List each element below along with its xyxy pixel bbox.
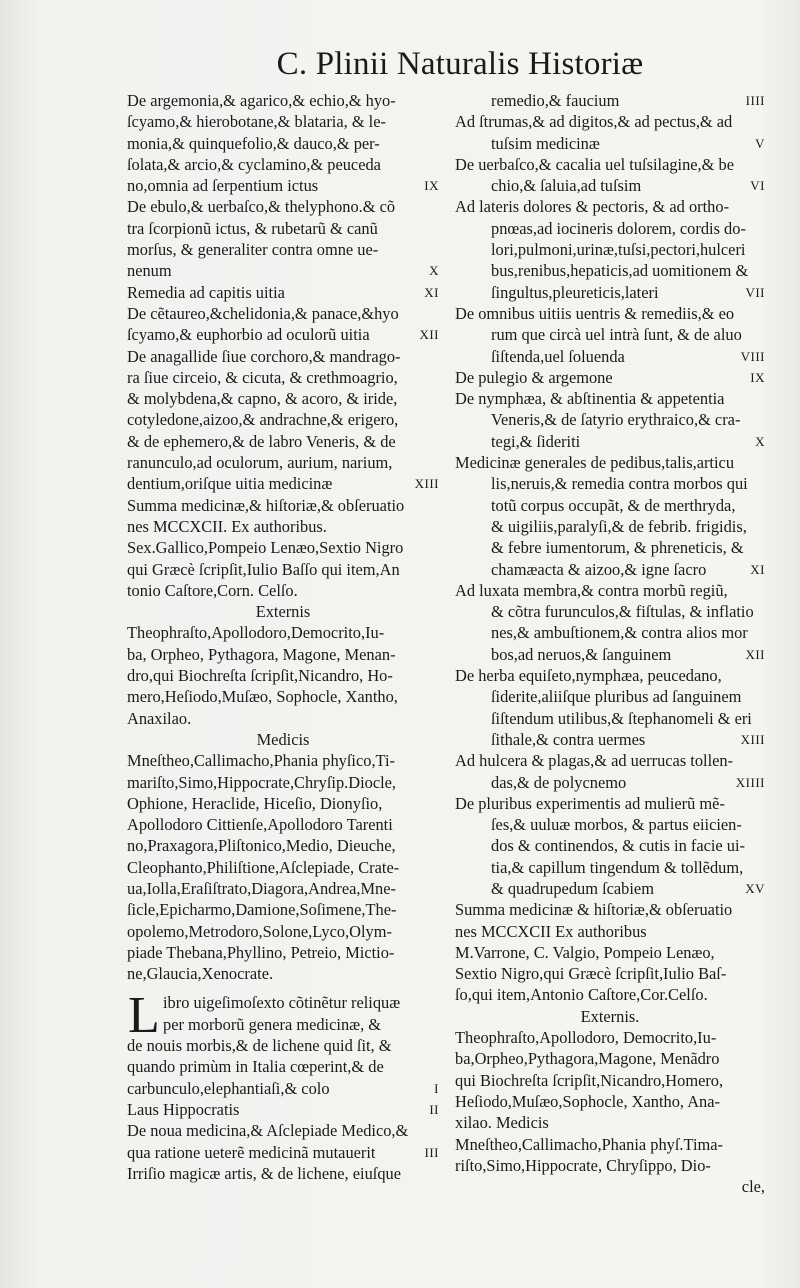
line-text: piade Thebana,Phyllino, Petreio, Mictio-: [127, 942, 395, 962]
line-text: ſo,qui item,Antonio Caſtore,Cor.Celſo.: [455, 985, 708, 1005]
text-line: [127, 452, 439, 473]
line-text: Sex.Gallico,Pompeio Lenæo,Sextio Nigro: [127, 538, 404, 558]
line-text: ſolata,& arcio,& cyclamino,& peuceda: [127, 154, 381, 174]
left-column: [127, 90, 439, 1184]
chapter-number: X: [429, 263, 439, 279]
line-text: lis,neruis,& remedia contra morbos qui: [491, 474, 748, 494]
text-line: [455, 324, 765, 345]
section-heading: Externis.: [580, 1006, 640, 1026]
line-text: De ebulo,& uerbaſco,& thelyphono.& cõ: [127, 197, 396, 217]
text-line: [127, 686, 439, 707]
right-column: [455, 90, 765, 1197]
chapter-number: VI: [750, 178, 765, 194]
line-text: ſcyamo,& euphorbio ad oculorũ uitia: [127, 325, 370, 345]
text-line: [127, 431, 439, 452]
text-line: [127, 90, 439, 111]
line-text: das,& de polycnemo: [491, 772, 627, 792]
text-line: [127, 580, 439, 601]
chapter-number: X: [755, 433, 765, 449]
chapter-number: XI: [750, 561, 765, 577]
line-text: Summa medicinæ,& hiſtoriæ,& obſeruatio: [127, 495, 405, 515]
text-line: [127, 324, 439, 345]
line-text: monia,& quinquefolio,& dauco,& per-: [127, 133, 380, 153]
text-line: [455, 90, 765, 111]
text-line: [455, 665, 765, 686]
text-line: [455, 111, 765, 132]
line-text: tonio Caſtore,Corn. Celſo.: [127, 580, 298, 600]
text-line: [127, 878, 439, 899]
chapter-number: XIIII: [735, 774, 765, 790]
line-text: & cõtra furunculos,& fiſtulas, & inflatio: [491, 602, 754, 622]
text-line: [455, 260, 765, 281]
text-line: [455, 1134, 765, 1155]
text-line: [127, 196, 439, 217]
line-text: De noua medicina,& Aſclepiade Medico,&: [127, 1121, 409, 1141]
line-text: ſcyamo,& hierobotane,& blataria, & le-: [127, 112, 386, 132]
line-text: Theophraſto,Apollodoro, Democrito,Iu-: [455, 1028, 717, 1048]
line-text: Mneſtheo,Callimacho,Phania phyſ.Tima-: [455, 1134, 723, 1154]
line-text: ſiſtendum utilibus,& ſtephanomeli & eri: [491, 708, 752, 728]
line-text: mero,Heſiodo,Muſæo, Sophocle, Xantho,: [127, 687, 398, 707]
chapter-number: XV: [745, 880, 765, 896]
text-line: [455, 559, 765, 580]
text-line: [455, 1155, 765, 1176]
text-line: [127, 793, 439, 814]
text-line: [455, 921, 765, 942]
text-line: [127, 1099, 439, 1120]
text-line: [455, 772, 765, 793]
text-line: [127, 111, 439, 132]
line-text: & uigiliis,paralyſi,& de febrib. frigidis,: [491, 516, 747, 536]
text-line: de nouis morbis,& de lichene quid ſit, &: [127, 1036, 392, 1056]
line-text: mariſto,Simo,Hippocrate,Chryſip.Diocle,: [127, 772, 397, 792]
book-intro-paragraph: [127, 987, 439, 1077]
text-line: [455, 580, 765, 601]
text-line: [455, 899, 765, 920]
line-text: qua ratione ueterẽ medicinã mutauerit: [127, 1142, 376, 1162]
line-text: chamæacta & aizoo,& igne ſacro: [491, 559, 707, 579]
line-text: carbunculo,elephantiaſi,& colo: [127, 1078, 330, 1098]
text-line: [455, 1091, 765, 1112]
line-text: bus,renibus,hepaticis,ad uomitionem &: [491, 261, 749, 281]
text-line: [455, 750, 765, 771]
chapter-number: XI: [424, 284, 439, 300]
line-text: qui Biochreſta ſcripſit,Nicandro,Homero,: [455, 1070, 724, 1090]
line-text: Theophraſto,Apollodoro,Democrito,Iu-: [127, 623, 385, 643]
line-text: nes,& ambuſtionem,& contra alios mor: [491, 623, 748, 643]
text-line: [455, 1176, 765, 1197]
line-text: qui Græcè ſcripſit,Iulio Baſſo qui item,An: [127, 559, 400, 579]
text-line: [455, 495, 765, 516]
text-line: [127, 644, 439, 665]
text-line: [455, 196, 765, 217]
text-line: [127, 133, 439, 154]
line-text: nes MCCXCII. Ex authoribus.: [127, 516, 327, 536]
line-text: De argemonia,& agarico,& echio,& hyo-: [127, 91, 396, 110]
line-text: totũ corpus occupãt, & de merthryda,: [491, 495, 736, 515]
chapter-number: VII: [745, 284, 765, 300]
text-line: [455, 835, 765, 856]
line-text: De pulegio & argemone: [455, 367, 613, 387]
chapter-number: II: [429, 1101, 439, 1117]
text-line: [455, 409, 765, 430]
line-text: Ad ſtrumas,& ad digitos,& ad pectus,& ad: [455, 112, 733, 132]
line-text: remedio,& faucium: [491, 91, 620, 110]
text-line: [455, 537, 765, 558]
line-text: ſiſtenda,uel ſoluenda: [491, 346, 625, 366]
line-text: Sextio Nigro,qui Græcè ſcripſit,Iulio Baſ-: [455, 964, 727, 984]
line-text: Cleophanto,Philiſtione,Aſclepiade, Crate-: [127, 857, 400, 877]
line-text: cle,: [741, 1177, 765, 1197]
text-line: [455, 814, 765, 835]
line-text: Summa medicinæ & hiſtoriæ,& obſeruatio: [455, 900, 733, 920]
line-text: De cẽtaureo,&chelidonia,& panace,&hyo: [127, 303, 399, 323]
text-line: [455, 857, 765, 878]
text-line: [127, 495, 439, 516]
text-line: [127, 750, 439, 771]
line-text: pnœas,ad iocineris dolorem, cordis do-: [491, 218, 746, 238]
text-line: [127, 239, 439, 260]
text-line: [127, 175, 439, 196]
line-text: Irriſio magicæ artis, & de lichene, eiuſque: [127, 1163, 401, 1183]
text-line: [455, 431, 765, 452]
text-line: [127, 1142, 439, 1163]
text-line: [127, 282, 439, 303]
text-line: [127, 1078, 439, 1099]
line-text: Medicinæ generales de pedibus,talis,articu: [455, 453, 735, 473]
line-text: tegi,& ſideriti: [491, 431, 581, 451]
text-line: [455, 133, 765, 154]
text-line: [127, 963, 439, 984]
line-text: De uerbaſco,& cacalia uel tuſsilagine,& be: [455, 154, 734, 174]
line-text: Ad luxata membra,& contra morbũ regiũ,: [455, 580, 728, 600]
line-text: ſithale,& contra uermes: [491, 729, 646, 749]
text-line: [455, 686, 765, 707]
chapter-number: V: [755, 135, 765, 151]
line-text: dro,qui Biochreſta ſcripſit,Nicandro, Ho-: [127, 666, 393, 686]
line-text: dentium,oriſque uitia medicinæ: [127, 474, 333, 494]
text-line: [127, 772, 439, 793]
text-line: ibro uigeſimoſexto cõtinẽtur reliquæ: [163, 993, 401, 1013]
line-text: no,Praxagora,Pliſtonico,Medio, Dieuche,: [127, 836, 396, 856]
line-text: morſus, & generaliter contra omne ue-: [127, 240, 379, 260]
text-line: [455, 963, 765, 984]
text-line: [127, 921, 439, 942]
running-head: C. Plinii Naturalis Historiæ: [276, 46, 644, 82]
text-line: [127, 814, 439, 835]
text-line: per morborũ genera medicinæ, &: [163, 1014, 382, 1034]
text-line: [455, 984, 765, 1005]
drop-cap: L: [128, 987, 160, 1045]
line-text: xilao. Medicis: [455, 1113, 549, 1133]
text-line: [455, 644, 765, 665]
line-text: lori,pulmoni,urinæ,tuſsi,pectori,hulceri: [491, 240, 746, 260]
text-line: [455, 516, 765, 537]
text-line: [455, 1112, 765, 1133]
line-text: ua,Iolla,Eraſiſtrato,Diagora,Andrea,Mne-: [127, 878, 396, 898]
chapter-number: IX: [424, 178, 439, 194]
text-line: [455, 1070, 765, 1091]
text-line: [455, 154, 765, 175]
text-line: [455, 1048, 765, 1069]
line-text: nes MCCXCII Ex authoribus: [455, 921, 647, 941]
text-line: [455, 708, 765, 729]
text-line: [455, 601, 765, 622]
line-text: riſto,Simo,Hippocrate, Chryſippo, Dio-: [455, 1155, 711, 1175]
text-line: [127, 942, 439, 963]
line-text: De herba equiſeto,nymphæa, peucedano,: [455, 666, 722, 686]
line-text: no,omnia ad ſerpentium ictus: [127, 176, 319, 196]
text-line: quando primùm in Italia cœperint,& de: [127, 1057, 384, 1077]
line-text: ſes,& uuluæ morbos, & partus eiicien-: [491, 815, 742, 835]
text-line: [127, 537, 439, 558]
line-text: Ad hulcera & plagas,& ad uerrucas tollen-: [455, 751, 734, 771]
text-line: [455, 878, 765, 899]
chapter-number: XIII: [414, 476, 439, 492]
text-line: [455, 729, 765, 750]
line-text: Remedia ad capitis uitia: [127, 282, 285, 302]
text-line: [127, 835, 439, 856]
chapter-number: IX: [750, 369, 765, 385]
chapter-number: I: [434, 1080, 439, 1096]
text-line: [127, 346, 439, 367]
text-line: [127, 260, 439, 281]
line-text: ba, Orpheo, Pythagora, Magone, Menan-: [127, 644, 396, 664]
line-text: ba,Orpheo,Pythagora,Magone, Menãdro: [455, 1049, 720, 1069]
text-line: [127, 1163, 439, 1184]
text-line: [455, 218, 765, 239]
text-line: [127, 154, 439, 175]
text-line: [127, 303, 439, 324]
text-line: [455, 1027, 765, 1048]
text-line: [455, 388, 765, 409]
text-line: [127, 218, 439, 239]
line-text: Apollodoro Cittienſe,Apollodoro Tarenti: [127, 815, 393, 835]
text-line: [127, 1120, 439, 1141]
text-line: [127, 473, 439, 494]
text-line: [127, 857, 439, 878]
text-line: [127, 516, 439, 537]
text-line: [455, 303, 765, 324]
line-text: tra ſcorpionũ ictus, & rubetarũ & canũ: [127, 218, 378, 238]
text-line: [455, 473, 765, 494]
line-text: Heſiodo,Muſæo,Sophocle, Xantho, Ana-: [455, 1091, 720, 1111]
line-text: & molybdena,& capno, & acoro, & iride,: [127, 389, 398, 409]
line-text: ſiderite,aliiſque pluribus ad ſanguinem: [491, 687, 742, 707]
line-text: rum que circà uel intrà ſunt, & de aluo: [491, 325, 742, 345]
line-text: & de ephemero,& de labro Veneris, & de: [127, 431, 396, 451]
line-text: & quadrupedum ſcabiem: [491, 878, 654, 898]
text-line: [455, 942, 765, 963]
chapter-number: XIII: [740, 731, 765, 747]
chapter-number: IIII: [745, 93, 765, 108]
line-text: nenum: [127, 261, 172, 281]
line-text: De anagallide ſiue corchoro,& mandrago-: [127, 346, 401, 366]
text-line: [455, 282, 765, 303]
chapter-number: XII: [745, 646, 765, 662]
text-line: [127, 622, 439, 643]
line-text: cotyledone,aizoo,& andrachne,& erigero,: [127, 410, 399, 430]
text-line: [127, 665, 439, 686]
line-text: bos,ad neruos,& ſanguinem: [491, 644, 672, 664]
line-text: ra ſiue circeio, & cicuta, & crethmoagrio,: [127, 367, 398, 387]
text-line: [127, 559, 439, 580]
text-line: [455, 367, 765, 388]
chapter-number: XII: [419, 327, 439, 343]
text-line: [455, 239, 765, 260]
line-text: tia,& capillum tingendum & tollẽdum,: [491, 857, 744, 877]
section-heading: Medicis: [256, 729, 310, 749]
line-text: chio,& ſaluia,ad tuſsim: [491, 176, 642, 196]
line-text: ranunculo,ad oculorum, aurium, narium,: [127, 453, 393, 473]
line-text: Veneris,& de ſatyrio erythraico,& cra-: [491, 410, 741, 430]
text-line: [455, 175, 765, 196]
text-line: [127, 388, 439, 409]
chapter-number: III: [424, 1144, 439, 1160]
line-text: ſicle,Epicharmo,Damione,Soſimene,The-: [127, 900, 397, 920]
text-line: [127, 367, 439, 388]
line-text: De nymphæa, & abſtinentia & appetentia: [455, 389, 725, 409]
line-text: opolemo,Metrodoro,Solone,Lyco,Olym-: [127, 921, 392, 941]
line-text: & febre iumentorum, & phreneticis, &: [491, 538, 744, 558]
text-line: [455, 622, 765, 643]
line-text: Ad lateris dolores & pectoris, & ad ortho-: [455, 197, 730, 217]
line-text: De pluribus experimentis ad mulierũ mẽ-: [455, 793, 725, 813]
line-text: ſingultus,pleureticis,lateri: [491, 282, 659, 302]
text-line: [455, 346, 765, 367]
text-line: [127, 899, 439, 920]
line-text: Ophione, Heraclide, Hiceſio, Dionyſio,: [127, 793, 383, 813]
line-text: De omnibus uitiis uentris & remediis,& eo: [455, 303, 735, 323]
line-text: Anaxilao.: [127, 708, 192, 728]
chapter-number: VIII: [740, 348, 765, 364]
line-text: dos & continendos, & cutis in facie ui-: [491, 836, 746, 856]
text-line: [127, 708, 439, 729]
line-text: tuſsim medicinæ: [491, 133, 600, 153]
text-line: [455, 793, 765, 814]
line-text: M.Varrone, C. Valgio, Pompeio Lenæo,: [455, 942, 715, 962]
line-text: Mneſtheo,Callimacho,Phania phyſico,Ti-: [127, 751, 395, 771]
text-line: [455, 452, 765, 473]
line-text: ne,Glaucia,Xenocrate.: [127, 964, 274, 984]
section-heading: Externis: [255, 602, 311, 622]
line-text: Laus Hippocratis: [127, 1099, 240, 1119]
text-line: [127, 409, 439, 430]
